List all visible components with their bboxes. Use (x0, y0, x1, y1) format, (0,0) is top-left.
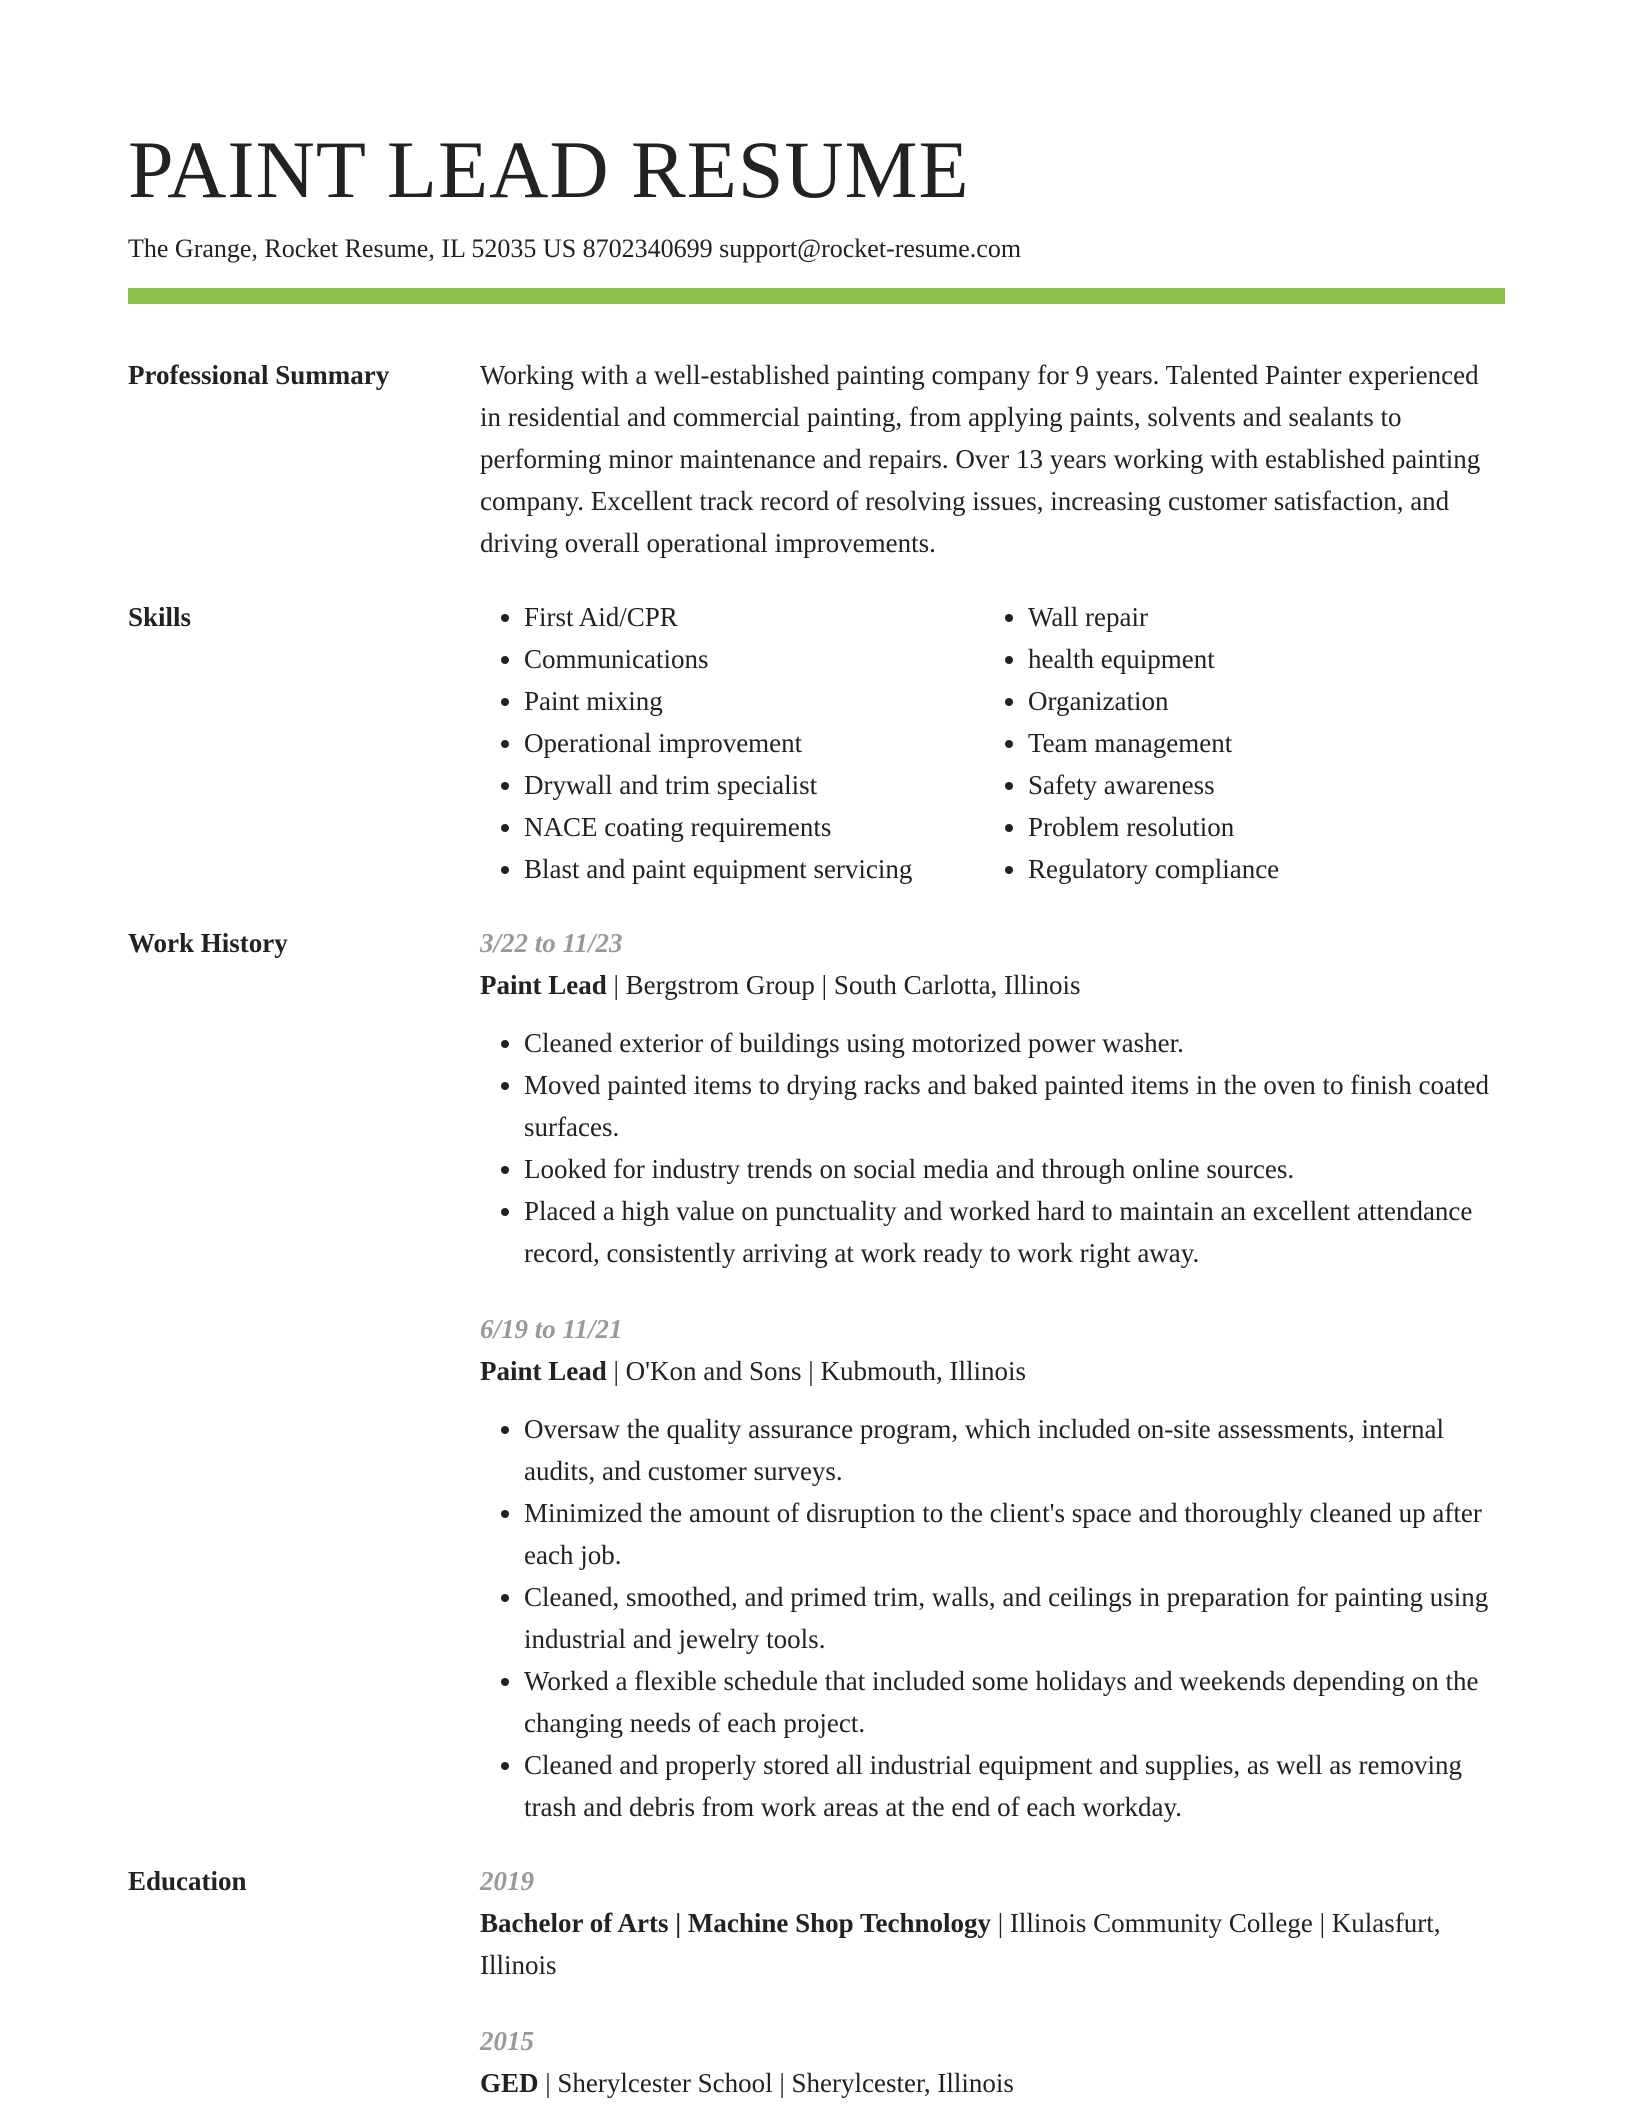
job-line (480, 1350, 1505, 1392)
education-date: 2015 (480, 2026, 534, 2056)
skills-columns (480, 596, 1505, 890)
skills-list-right (984, 596, 1505, 890)
skill-item: • Organization (1028, 680, 1505, 722)
skill-item: • Communications (524, 638, 984, 680)
summary-text: Working with a well-established painting company for 9 years. Talented Painter experienced in residential and commercial painting, from applying paints, solvents and sealants to performing minor maintenance and repairs. Over 13 years working with established painting company. Excellent track record of resolving issues, increasing customer satisfaction, and driving overall operational improvements. (480, 360, 1481, 558)
job-bullet: • Placed a high value on punctuality and worked hard to maintain an excellent attendance record, consistently arriving at work ready to work right away. (524, 1190, 1505, 1274)
skill-item: • Wall repair (1028, 596, 1505, 638)
job-entry (480, 1308, 1505, 1828)
skill-item: • Safety awareness (1028, 764, 1505, 806)
job-title: Paint Lead (480, 970, 607, 1000)
job-bullet: • Cleaned and properly stored all industrial equipment and supplies, as well as removing trash and debris from work areas at the end of each workday. (524, 1744, 1505, 1828)
education-degree: Bachelor of Arts | Machine Shop Technology (480, 1908, 991, 1938)
job-bullets (480, 1408, 1505, 1828)
education-line (480, 2062, 1505, 2104)
skill-item: • Team management (1028, 722, 1505, 764)
education-section (128, 1860, 1505, 2104)
job-details: | O'Kon and Sons | Kubmouth, Illinois (606, 1356, 1026, 1386)
education-entry (480, 2020, 1505, 2104)
education-details: | Sherylcester School | Sherylcester, Illinois (538, 2068, 1014, 2098)
work-history-section (128, 922, 1505, 1828)
skill-item: • Blast and paint equipment servicing (524, 848, 984, 890)
job-bullet: • Minimized the amount of disruption to the client's space and thoroughly cleaned up after each job. (524, 1492, 1505, 1576)
skills-body (480, 596, 1505, 890)
skill-item: • Operational improvement (524, 722, 984, 764)
job-bullet: • Cleaned, smoothed, and primed trim, walls, and ceilings in preparation for painting using industrial and jewelry tools. (524, 1576, 1505, 1660)
summary-section (128, 354, 1505, 564)
skill-item: • health equipment (1028, 638, 1505, 680)
skill-item: • Problem resolution (1028, 806, 1505, 848)
summary-label: Professional Summary (128, 360, 390, 390)
skills-section (128, 596, 1505, 890)
job-bullet: • Moved painted items to drying racks and baked painted items in the oven to finish coated surfaces. (524, 1064, 1505, 1148)
job-bullets (480, 1022, 1505, 1274)
education-entry (480, 1860, 1505, 1986)
job-bullet: • Looked for industry trends on social media and through online sources. (524, 1148, 1505, 1190)
job-date: 6/19 to 11/21 (480, 1314, 623, 1344)
skill-item: • NACE coating requirements (524, 806, 984, 848)
summary-body (480, 354, 1505, 564)
resume-title: PAINT LEAD RESUME (128, 124, 970, 215)
job-title: Paint Lead (480, 1356, 607, 1386)
job-bullet: • Oversaw the quality assurance program, which included on-site assessments, internal audits, and customer surveys. (524, 1408, 1505, 1492)
job-date: 3/22 to 11/23 (480, 928, 623, 958)
job-bullet: • Cleaned exterior of buildings using motorized power washer. (524, 1022, 1505, 1064)
education-label: Education (128, 1866, 247, 1896)
job-entry (480, 922, 1505, 1274)
job-details: | Bergstrom Group | South Carlotta, Illinois (606, 970, 1081, 1000)
resume-page (128, 120, 1505, 2104)
job-bullet: • Worked a flexible schedule that included some holidays and weekends depending on the changing needs of each project. (524, 1660, 1505, 1744)
job-line (480, 964, 1505, 1006)
contact-line: The Grange, Rocket Resume, IL 52035 US 8702340699 support@rocket-resume.com (128, 234, 1022, 263)
skill-item: • Paint mixing (524, 680, 984, 722)
work-history-body (480, 922, 1505, 1828)
skill-item: • Regulatory compliance (1028, 848, 1505, 890)
education-date: 2019 (480, 1866, 534, 1896)
education-details: | Illinois Community College | Kulasfurt, Illinois (480, 1908, 1441, 1980)
skills-list-left (480, 596, 984, 890)
skill-item: • Drywall and trim specialist (524, 764, 984, 806)
skill-item: • First Aid/CPR (524, 596, 984, 638)
education-line (480, 1902, 1505, 1986)
work-history-label: Work History (128, 928, 288, 958)
accent-divider (128, 288, 1505, 304)
education-body (480, 1860, 1505, 2104)
education-degree: GED (480, 2068, 539, 2098)
skills-label: Skills (128, 602, 192, 632)
